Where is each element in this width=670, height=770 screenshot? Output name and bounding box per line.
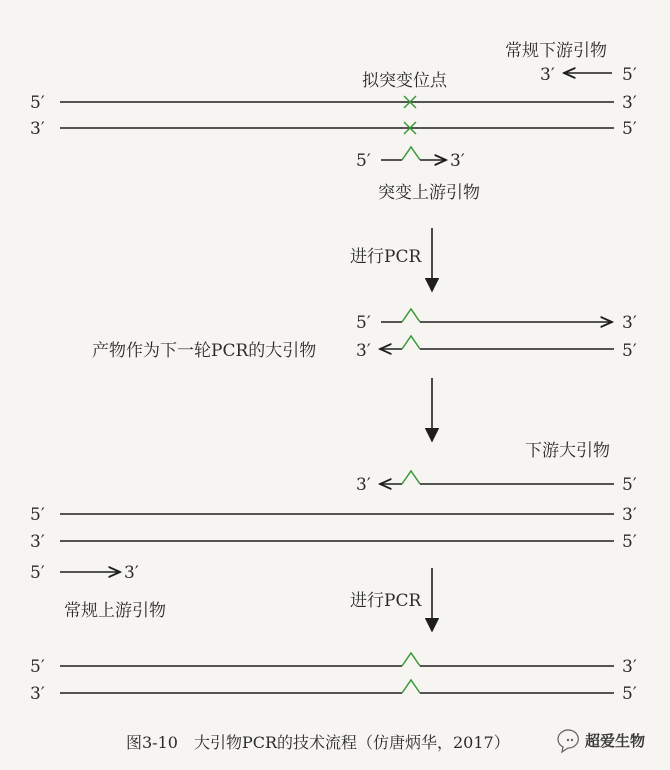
mutant-primer-3prime: 3′ bbox=[450, 151, 465, 171]
final-top-3prime: 3′ bbox=[622, 657, 637, 677]
template-bottom-5prime: 5′ bbox=[622, 119, 637, 139]
product-top-5prime: 5′ bbox=[356, 313, 371, 333]
downstream-primer-3prime: 3′ bbox=[540, 65, 555, 85]
figure-caption: 图3-10 大引物PCR的技术流程（仿唐炳华，2017） bbox=[126, 733, 510, 752]
final-bottom-bump bbox=[402, 680, 420, 693]
upstream-primer-label: 常规上游引物 bbox=[64, 601, 166, 621]
mutant-upstream-primer-label: 突变上游引物 bbox=[378, 183, 480, 203]
mutant-primer-5prime: 5′ bbox=[356, 151, 371, 171]
mutant-primer-bump bbox=[402, 147, 420, 160]
template2-top-3prime: 3′ bbox=[622, 505, 637, 525]
product-as-megaprimer-label: 产物作为下一轮PCR的大引物 bbox=[92, 341, 317, 361]
final-top-5prime: 5′ bbox=[30, 657, 45, 677]
final-bottom-3prime: 3′ bbox=[30, 684, 45, 704]
megaprimer-bump bbox=[402, 471, 420, 484]
megaprimer-5prime: 5′ bbox=[622, 475, 637, 495]
watermark-text: 超爱生物 bbox=[585, 732, 646, 750]
template2-top-5prime: 5′ bbox=[30, 505, 45, 525]
product-top-bump bbox=[402, 309, 420, 322]
megaprimer-3prime: 3′ bbox=[356, 475, 371, 495]
product-bottom-5prime: 5′ bbox=[622, 341, 637, 361]
template-top-3prime: 3′ bbox=[622, 93, 637, 113]
final-bottom-5prime: 5′ bbox=[622, 684, 637, 704]
mutation-site-label: 拟突变位点 bbox=[362, 71, 447, 91]
pcr-step-1-label: 进行PCR bbox=[350, 247, 422, 267]
product-bottom-bump bbox=[402, 336, 420, 349]
downstream-megaprimer-label: 下游大引物 bbox=[525, 441, 610, 461]
pcr-step-2-label: 进行PCR bbox=[350, 591, 422, 611]
product-top-3prime: 3′ bbox=[622, 313, 637, 333]
final-top-bump bbox=[402, 653, 420, 666]
chat-bubble-icon bbox=[558, 730, 578, 752]
template-bottom-3prime: 3′ bbox=[30, 119, 45, 139]
downstream-primer-5prime: 5′ bbox=[622, 65, 637, 85]
downstream-primer-label: 常规下游引物 bbox=[505, 41, 607, 61]
product-bottom-3prime: 3′ bbox=[356, 341, 371, 361]
upstream-primer-3prime: 3′ bbox=[124, 563, 139, 583]
template-top-5prime: 5′ bbox=[30, 93, 45, 113]
template2-bottom-5prime: 5′ bbox=[622, 532, 637, 552]
upstream-primer-5prime: 5′ bbox=[30, 563, 45, 583]
template2-bottom-3prime: 3′ bbox=[30, 532, 45, 552]
